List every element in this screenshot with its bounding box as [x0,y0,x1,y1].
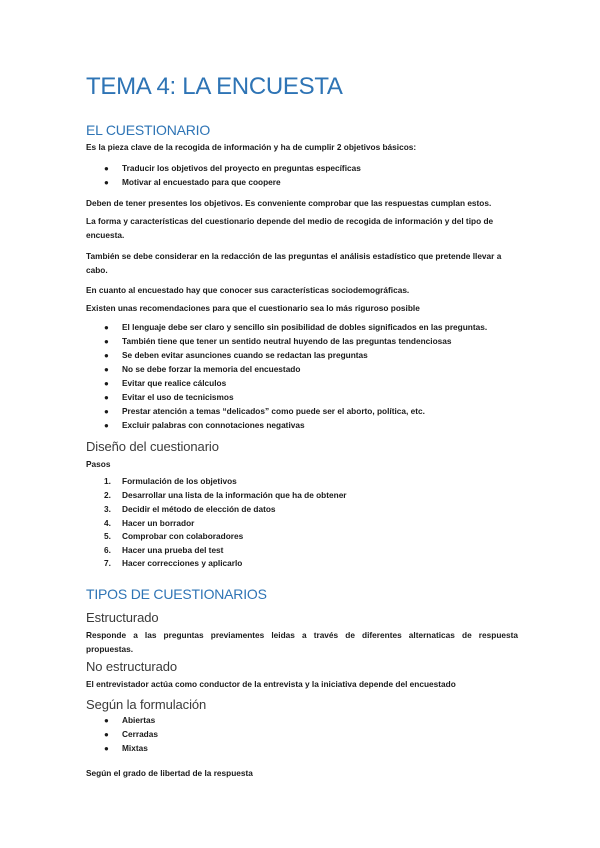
bullet-icon: ● [104,421,109,430]
recommendation-item: Se deben evitar asunciones cuando se redactan las preguntas [122,350,368,360]
step-item: Hacer un borrador [122,518,195,528]
page-title: TEMA 4: LA ENCUESTA [86,73,343,100]
recommendation-item: Prestar atención a temas “delicados” como puede ser el aborto, política, etc. [122,406,425,416]
bullet-icon: ● [104,379,109,388]
step-number: 6. [104,545,111,555]
section-heading-cuestionario: EL CUESTIONARIO [86,122,211,138]
bullet-icon: ● [104,730,109,739]
bullet-icon: ● [104,351,109,360]
bullet-icon: ● [104,164,109,173]
step-item: Desarrollar una lista de la información que ha de obtener [122,490,347,500]
subsection-heading-formulacion: Según la formulación [86,697,207,712]
recommendation-item: El lenguaje debe ser claro y sencillo sin posibilidad de dobles significados en las preguntas. [122,322,488,332]
formulation-item: Mixtas [122,743,148,753]
objective-item: Motivar al encuestado para que coopere [122,177,281,187]
paragraph: Deben de tener presentes los objetivos. Es conveniente comprobar que las respuestas cumplan estos. [86,198,492,208]
step-number: 5. [104,531,111,541]
bullet-icon: ● [104,744,109,753]
bullet-icon: ● [104,323,109,332]
formulation-item: Cerradas [122,729,158,739]
intro-text: Es la pieza clave de la recogida de información y ha de cumplir 2 objetivos básicos: [86,142,417,152]
step-number: 7. [104,558,111,568]
step-number: 1. [104,476,111,486]
step-item: Hacer correcciones y aplicarlo [122,558,243,568]
paragraph: propuestas. [86,644,134,654]
paragraph: En cuanto al encuestado hay que conocer sus características sociodemográficas. [86,285,410,295]
paragraph: El entrevistador actúa como conductor de la entrevista y la iniciativa depende del encuestado [86,679,456,689]
bullet-icon: ● [104,365,109,374]
recommendation-item: Evitar el uso de tecnicismos [122,392,234,402]
recommendation-item: También tiene que tener un sentido neutral huyendo de las preguntas tendenciosas [122,336,452,346]
objective-item: Traducir los objetivos del proyecto en preguntas específicas [122,163,361,173]
bullet-icon: ● [104,178,109,187]
paragraph: Existen unas recomendaciones para que el cuestionario sea lo más riguroso posible [86,303,420,313]
subsection-heading-diseno: Diseño del cuestionario [86,439,219,454]
recommendation-item: Excluir palabras con connotaciones negativas [122,420,305,430]
section-heading-tipos: TIPOS DE CUESTIONARIOS [86,586,267,602]
paragraph: La forma y características del cuestionario depende del medio de recogida de información y del tipo de [86,216,494,226]
paragraph: Según el grado de libertad de la respuesta [86,768,253,778]
formulation-item: Abiertas [122,715,156,725]
paragraph: encuesta. [86,230,125,240]
step-item: Decidir el método de elección de datos [122,504,276,514]
paragraph: Responde a las preguntas previamentes leidas a través de diferentes alternaticas de respuesta [86,630,518,640]
step-number: 2. [104,490,111,500]
step-number: 4. [104,518,111,528]
subsection-heading-estructurado: Estructurado [86,610,159,625]
step-item: Hacer una prueba del test [122,545,224,555]
paragraph: cabo. [86,265,108,275]
step-item: Comprobar con colaboradores [122,531,244,541]
step-number: 3. [104,504,111,514]
bullet-icon: ● [104,393,109,402]
bullet-icon: ● [104,407,109,416]
subsection-heading-no-estructurado: No estructurado [86,659,177,674]
steps-label: Pasos [86,459,111,469]
bullet-icon: ● [104,716,109,725]
bullet-icon: ● [104,337,109,346]
recommendation-item: Evitar que realice cálculos [122,378,227,388]
step-item: Formulación de los objetivos [122,476,237,486]
paragraph: También se debe considerar en la redacción de las preguntas el análisis estadístico que pretende llevar a [86,251,502,261]
recommendation-item: No se debe forzar la memoria del encuestado [122,364,301,374]
